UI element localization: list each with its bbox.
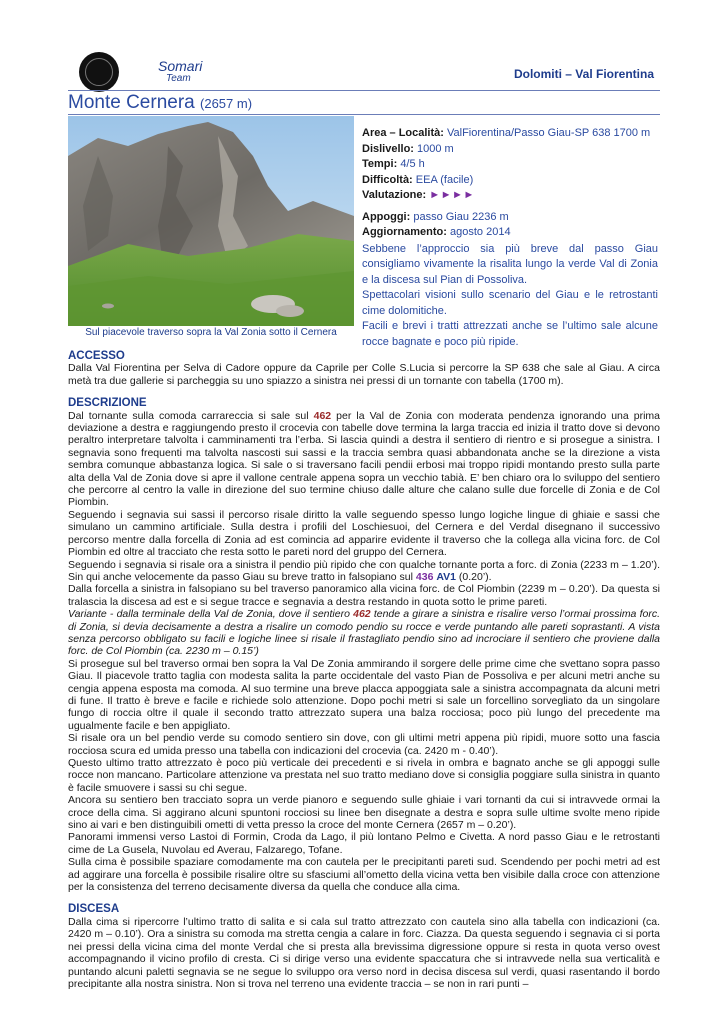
info-difficolta xyxy=(362,173,658,189)
route-description xyxy=(68,350,660,990)
info-dislivello xyxy=(362,142,658,158)
appoggi-label: Appoggi: xyxy=(362,210,411,223)
info-area xyxy=(362,126,658,142)
variante-paragraph: Variante - dalla terminale della Val de Zonia, dove il sentiero 462 tende a girare a sinistra e risalire verso l’ormai prossima forc. di Zonia, si devia decisamente a destra a risalire un comodo pendio su rocce e verde puntando alle pareti soprastanti. A vista senza percorso obbligato su facili e logiche linee si risale il frastagliato pendio sino ad incrociare il sentiero che proviene dalla forc. de Col Piombin (ca. 2230 m – 0.15’) xyxy=(68,608,660,658)
difficolta-label: Difficoltà: xyxy=(362,173,413,186)
aggiornamento-label: Aggiornamento: xyxy=(362,226,447,238)
area-label: Area – Località: xyxy=(362,127,444,139)
descrizione-paragraph: Dalla forcella a sinistra in falsopiano su bel traverso panoramico alla vicina forc. de Col Piombin (2239 m – 0.20’). Da questa si tralascia la discesa ad est e si segue tracce e segnavia a destra restando in quota sotto le prime pareti. xyxy=(68,583,660,608)
rating-arrows-icon: ►►►► xyxy=(429,189,475,201)
intro-text xyxy=(362,242,658,351)
descrizione-paragraph: Si prosegue sul bel traverso ormai ben sopra la Val De Zonia ammirando il sorgere delle prime cime che svettano sopra passo Giau. Il piacevole tratto taglia con modesta salita la parte occidentale del vasto Pian de Possoliva e per alcuni metri anche su cengia appena esposta ma comoda. Al suo termine una breve placca appoggiata sale a sinistra accompagnata da alcuni metri di fune. Il tratto è breve e facile e richiede solo attenzione. Dopo pochi metri si sale un forcellino sorvegliato da un singolare fungo di roccia oltre il quale il secondo tratto attrezzato supera una balza rocciosa; poco più lungo del precedente ma ugualmente facile e ben appigliato. xyxy=(68,657,660,732)
descrizione-paragraph: Dal tornante sulla comoda carrareccia si sale sul 462 per la Val de Zonia con moderata pendenza ignorando una prima deviazione a destra e raggiungendo presto il crocevia con tabelle dove termina la larga traccia ed inizia il tratto dove si devono peraltro interpretare talvolta i camminamenti tra l’erba. Si lascia quindi a destra il sentiero di rientro e si prosegue a sinistra. I segnavia sono frequenti ma talvolta nascosti sui sassi e la traccia sembra quasi abbandonata anche se la direzione a vista sembra comunque abbastanza logica. Si sale o si traversano facili pendii erbosi mai troppo ripidi montando presto sulla parte alta della Val de Zonia dove si apre il vallone centrale appena sopra un vecchio tabià. E’ ben chiaro ora lo sviluppo del sentiero che percorre al centro la valle in direzione del suo termine chiuso dalle alture che calano sulle due forcelle di Zonia e de Col Piombin. xyxy=(68,409,660,509)
route-info xyxy=(362,126,658,350)
valutazione-label: Valutazione: xyxy=(362,189,427,201)
header-divider xyxy=(68,90,660,91)
trail-number: 462 xyxy=(313,409,332,422)
trail-number: 462 xyxy=(353,608,371,621)
descrizione-paragraph: Ancora su sentiero ben tracciato sopra un verde pianoro e seguendo sulle ghiaie i vari tornanti da cui si intravvede ormai la croce della cima. Si aggirano alcuni spuntoni rocciosi su linee ben disegnate a destra e sopra sulle ultime svolte meno ripide sino ai vari e ben distinguibili ometti di vetta presso la croce del monte Cernera (2657 m – 0.20’). xyxy=(68,794,660,832)
title-altitude: (2657 m) xyxy=(200,96,253,111)
region-label: Dolomiti – Val Fiorentina xyxy=(513,67,654,81)
descrizione-heading: DESCRIZIONE xyxy=(68,397,147,410)
intro-paragraph: Spettacolari visioni sullo scenario del Giau e le retrostanti cime dolomitiche. xyxy=(362,289,658,317)
descrizione-paragraph: Panorami immensi verso Lastoi di Formin, Croda da Lago, il più lontano Pelmo e Civetta. A nord passo Giau e le retrostanti cime de La Gusela, Nuvolau ed Averau, Falzarego, Tofane. xyxy=(68,831,660,856)
descrizione-paragraph: Questo ultimo tratto attrezzato è poco più verticale dei precedenti e si rivela in ombra e bagnato anche se gli appoggi sulle rocce non mancano. Particolare attenzione va prestata nel suo tratto mediano dove si consiglia poggiare sulla sinistra in quanto è facile smuovere i sassi su chi segue. xyxy=(68,757,660,794)
mountain-emblem-icon xyxy=(85,58,113,86)
info-tempi xyxy=(362,157,658,173)
tempi-label: Tempi: xyxy=(362,158,398,170)
difficolta-value: EEA (facile) xyxy=(415,173,474,186)
descrizione-paragraph: Sulla cima è possibile spaziare comodamente ma con cautela per le precipitanti pareti sud. Scendendo per pochi metri ad est ad aggirare una forcella è possibile risalire oltre su sfasciumi all’ometto della vicina vetta ben visibile dalla croce con attenzione per la consistenza del terreno decisamente diversa da quella che conduce alla cima. xyxy=(68,856,660,894)
trail-code: AV1 xyxy=(436,570,456,583)
brand xyxy=(158,58,202,84)
somari-team-logo xyxy=(79,52,119,92)
descrizione-paragraph: Seguendo i segnavia si risale ora a sinistra il pendio più ripido che con qualche tornante porta a forc. di Zonia (2233 m – 1.20’). Sin qui anche velocemente da passo Giau su breve tratto in falsopiano sul 436 AV1 (0.20’). xyxy=(68,558,660,583)
dislivello-value: 1000 m xyxy=(417,142,454,155)
intro-paragraph: Facili e brevi i tratti attrezzati anche se l’ultimo sale alcune rocce bagnate e poco più ripide. xyxy=(362,320,658,348)
accesso-text: Dalla Val Fiorentina per Selva di Cadore oppure da Caprile per Colle S.Lucia si percorre la SP 638 che sale al Giau. A circa metà tra due gallerie si parcheggia su uno spiazzo a sinistra nei pressi di un tornante con tabella (1700 m). xyxy=(68,362,660,387)
title-divider xyxy=(68,114,660,115)
info-valutazione xyxy=(362,188,658,204)
info-appoggi xyxy=(362,210,658,226)
discesa-text: Dalla cima si ripercorre l’ultimo tratto di salita e si cala sul tratto attrezzato con cautela sino alla tabella con indicazioni (ca. 2420 m – 0.10’). Ora a sinistra su comoda ma stretta cengia a calare in forc. Ciazza. Da questa seguendo i segnavia ci si porta nei pressi della vicina cima del monte Verdal che si presta alla brevissima digressione oppure si resta in quota verso ovest accompagnando il vicino profilo di cresta. Ci si dirige verso una evidente spaccatura che si intravvede nella sua verticalità e puntando alcuni paletti segnavia se ne segue lo sviluppo ora verso nord in decisa discesa sul verdi, quasi rasentando il bordo precipitante alla nostra sinistra. Non si trova nel terreno una evidente traccia – se non in rari punti – xyxy=(68,915,660,990)
descrizione-paragraph: Si risale ora un bel pendio verde su comodo sentiero sin dove, con gli ultimi metri appena più ripidi, muore sotto una fascia rocciosa scura ed umida presso una tabella con indicazioni del crocevia (ca. 2420 m - 0.40’). xyxy=(68,732,660,757)
page-title xyxy=(68,92,252,114)
area-value: ValFiorentina/Passo Giau-SP 638 1700 m xyxy=(446,127,651,139)
brand-name: Somari xyxy=(158,58,203,74)
dislivello-label: Dislivello: xyxy=(362,142,414,155)
intro-paragraph: Sebbene l’approccio sia più breve dal passo Giau consigliamo vivamente la risalita lungo la verde Val di Zonia e la discesa sul Pian di Possoliva. xyxy=(362,242,658,286)
mountain-landscape-image xyxy=(68,116,354,326)
mountain-photo xyxy=(68,116,354,326)
trail-number: 436 xyxy=(415,570,434,583)
photo-caption: Sul piacevole traverso sopra la Val Zonia sotto il Cernera xyxy=(85,327,337,338)
info-aggiornamento xyxy=(362,225,658,241)
appoggi-value: passo Giau 2236 m xyxy=(413,210,509,223)
aggiornamento-value: agosto 2014 xyxy=(450,226,511,238)
title-text: Monte Cernera xyxy=(68,92,195,113)
accesso-heading: ACCESSO xyxy=(68,350,125,362)
discesa-heading: DISCESA xyxy=(68,903,120,916)
descrizione-paragraph: Seguendo i segnavia sui sassi il percorso risale diritto la valle seguendo spesso lungo logiche lingue di ghiaie e sassi che simulano un cammino artificiale. Sulla destra i profili del Loschiesuoi, del Cernera e del Verdal disegnano il successivo percorso mentre dalla forcella di Zonia ad est comincia ad apparire evidente il traverso che la collega alla vicina forc. de Col Piombin ed oltre al tracciato che resta sotto le pareti nord del gruppo del Cernera. xyxy=(68,508,660,559)
brand-sub: Team xyxy=(166,73,191,84)
tempi-value: 4/5 h xyxy=(400,158,425,170)
